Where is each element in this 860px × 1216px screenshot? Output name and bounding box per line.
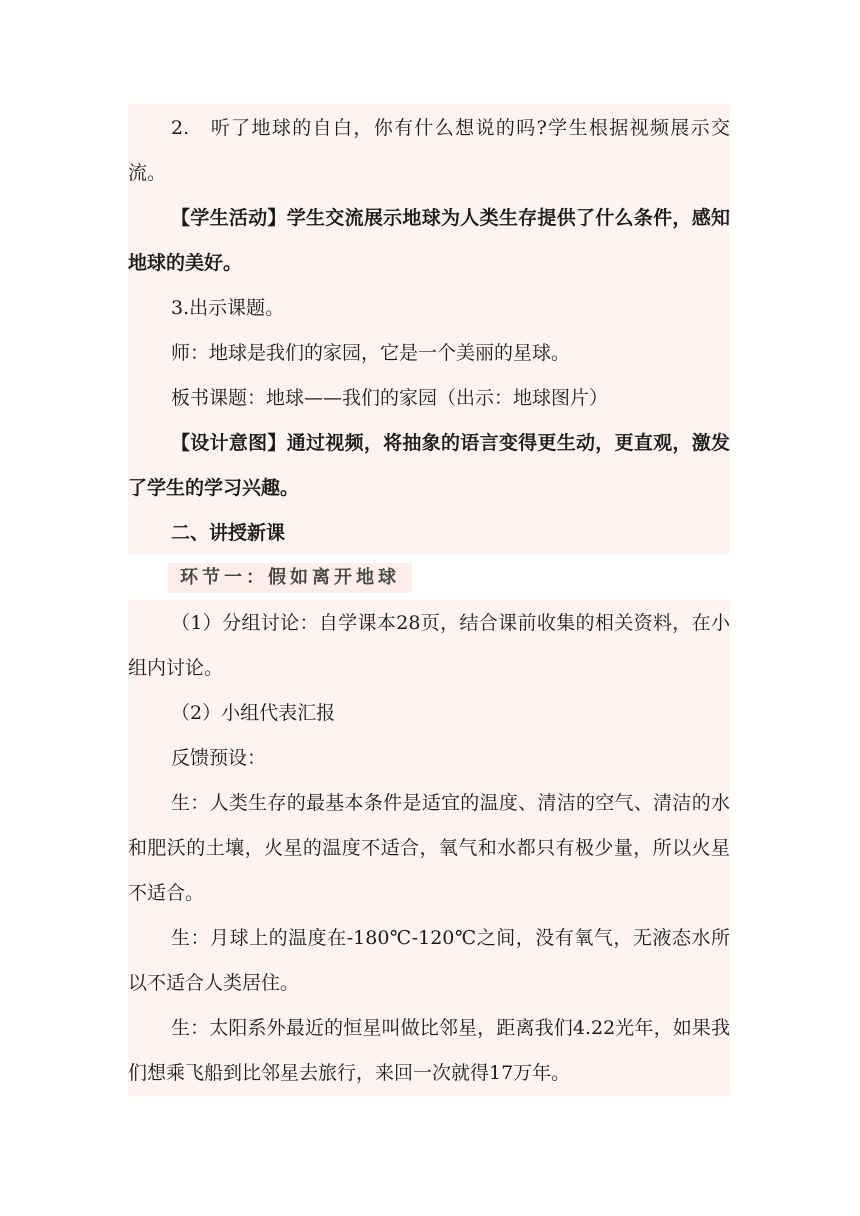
paragraph-group-report: （2）小组代表汇报 (171, 702, 336, 724)
paragraph-student-proxima: 生：太阳系外最近的恒星叫做比邻星，距离我们4.22光年，如果我们想乘飞船到比邻星去旅行，来回一次就得17万年。 (128, 1017, 730, 1084)
paragraph-show-topic: 3.出示课题。 (171, 297, 285, 319)
paragraph-student-mars: 生：人类生存的最基本条件是适宜的温度、清洁的空气、清洁的水和肥沃的土壤，火星的温度不适合，氧气和水都只有极少量，所以火星不适合。 (128, 792, 730, 904)
paragraph-design-intent: 【设计意图】通过视频，将抽象的语言变得更生动，更直观，激发了学生的学习兴趣。 (128, 432, 730, 499)
section-heading-new-lesson: 二、讲授新课 (171, 522, 286, 544)
paragraph-board-title: 板书课题：地球——我们的家园（出示：地球图片） (171, 387, 609, 409)
paragraph-teacher-line: 师：地球是我们的家园，它是一个美丽的星球。 (171, 342, 571, 364)
paragraph-student-moon: 生：月球上的温度在-180℃-120℃之间，没有氧气，无液态水所以不适合人类居住。 (128, 927, 730, 994)
paragraph-group-discussion: （1）分组讨论：自学课本28页，结合课前收集的相关资料，在小组内讨论。 (128, 612, 730, 679)
paragraph-student-activity: 【学生活动】学生交流展示地球为人类生存提供了什么条件，感知地球的美好。 (128, 207, 730, 274)
paragraph-listen-earth: 2. 听了地球的自白，你有什么想说的吗?学生根据视频展示交流。 (128, 117, 730, 184)
section-label-leave-earth: 环节一：假如离开地球 (168, 563, 412, 593)
paragraph-feedback: 反馈预设： (171, 747, 267, 769)
